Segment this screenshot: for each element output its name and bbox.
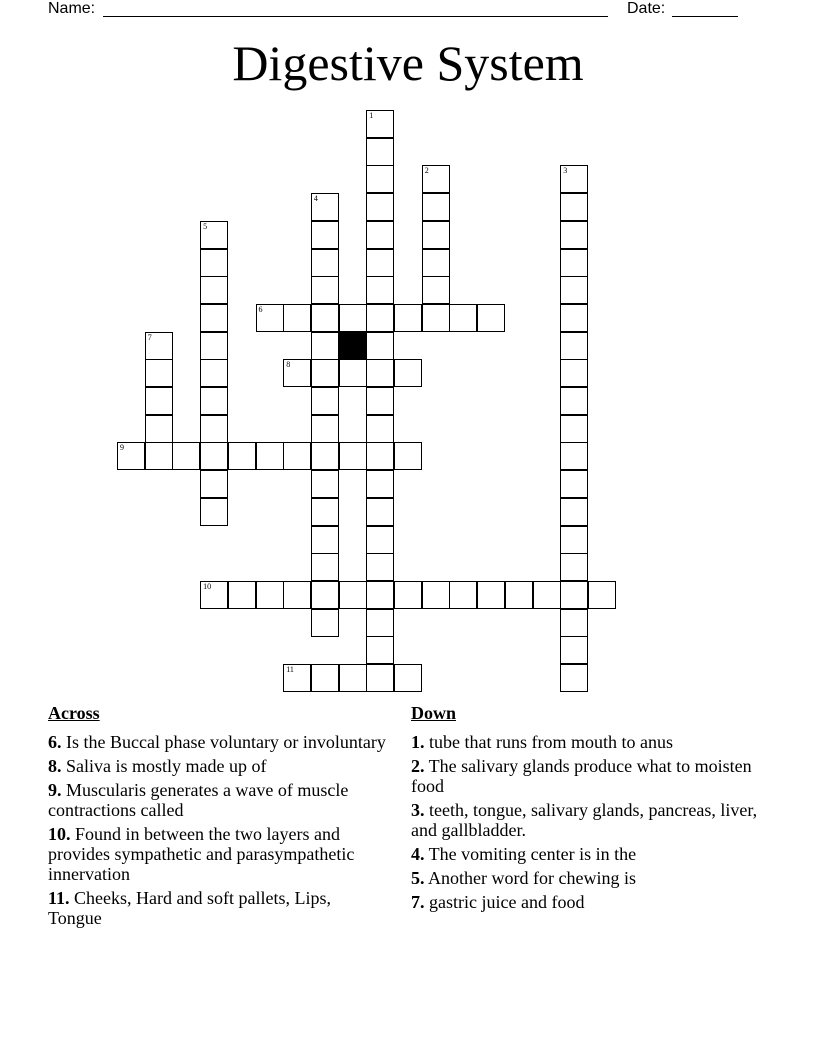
crossword-cell[interactable] — [200, 332, 228, 360]
crossword-cell[interactable] — [311, 249, 339, 277]
crossword-cell[interactable] — [283, 304, 311, 332]
crossword-cell[interactable] — [311, 498, 339, 526]
across-clue — [48, 824, 388, 884]
across-clue-list — [48, 732, 388, 928]
crossword-block — [339, 332, 367, 360]
crossword-cell[interactable] — [366, 138, 394, 166]
crossword-cell[interactable] — [422, 304, 450, 332]
crossword-cell[interactable] — [394, 442, 422, 470]
crossword-cell[interactable] — [366, 193, 394, 221]
crossword-cell[interactable] — [200, 498, 228, 526]
crossword-cell[interactable] — [366, 442, 394, 470]
crossword-cell[interactable] — [366, 276, 394, 304]
crossword-cell[interactable] — [422, 165, 450, 193]
crossword-cell[interactable] — [311, 664, 339, 692]
date-label: Date: — [627, 0, 666, 17]
crossword-cell[interactable] — [560, 304, 588, 332]
crossword-cell[interactable] — [311, 553, 339, 581]
crossword-cell[interactable] — [339, 581, 367, 609]
clue-text: tube that runs from mouth to anus — [424, 732, 673, 752]
crossword-cell[interactable] — [560, 387, 588, 415]
crossword-cell[interactable] — [366, 332, 394, 360]
crossword-cell[interactable] — [311, 221, 339, 249]
crossword-cell[interactable] — [394, 359, 422, 387]
down-clue — [411, 800, 761, 840]
crossword-cell[interactable] — [339, 442, 367, 470]
crossword-cell[interactable] — [311, 581, 339, 609]
across-clue — [48, 732, 388, 752]
clue-text: Saliva is mostly made up of — [61, 756, 267, 776]
crossword-cell[interactable] — [200, 470, 228, 498]
crossword-cell[interactable] — [560, 332, 588, 360]
crossword-cell[interactable] — [366, 664, 394, 692]
clue-number: 1 — [369, 111, 374, 120]
clue-text: The salivary glands produce what to moisten food — [411, 756, 752, 796]
crossword-cell[interactable] — [366, 165, 394, 193]
crossword-cell[interactable] — [145, 415, 173, 443]
crossword-cell[interactable] — [311, 332, 339, 360]
crossword-cell[interactable] — [311, 193, 339, 221]
crossword-cell[interactable] — [366, 387, 394, 415]
crossword-cell[interactable] — [339, 359, 367, 387]
clue-text: Muscularis generates a wave of muscle contractions called — [48, 780, 349, 820]
clue-number: 5. — [411, 868, 425, 888]
clue-number: 10 — [203, 581, 212, 591]
crossword-cell[interactable] — [366, 609, 394, 637]
crossword-cell[interactable] — [339, 664, 367, 692]
crossword-cell[interactable] — [366, 221, 394, 249]
down-clue — [411, 844, 761, 864]
clue-number: 8. — [48, 756, 62, 776]
clue-number: 5 — [203, 221, 208, 231]
crossword-cell[interactable] — [366, 581, 394, 609]
crossword-cell[interactable] — [339, 304, 367, 332]
crossword-cell[interactable] — [394, 664, 422, 692]
crossword-cell[interactable] — [145, 387, 173, 415]
across-clue — [48, 888, 388, 928]
clue-number: 6 — [258, 304, 263, 314]
clue-number: 7. — [411, 892, 425, 912]
crossword-cell[interactable] — [366, 249, 394, 277]
across-clues — [48, 702, 388, 932]
across-clue — [48, 756, 388, 776]
crossword-cell[interactable] — [560, 526, 588, 554]
crossword-cell[interactable] — [422, 581, 450, 609]
clue-text: teeth, tongue, salivary glands, pancreas, liver, and gallbladder. — [411, 800, 758, 840]
crossword-cell[interactable] — [283, 442, 311, 470]
crossword-cell[interactable] — [256, 304, 284, 332]
crossword-cell[interactable] — [533, 581, 561, 609]
crossword-cell[interactable] — [200, 276, 228, 304]
down-clue — [411, 868, 761, 888]
down-clue — [411, 892, 761, 912]
crossword-cell[interactable] — [560, 165, 588, 193]
clue-number: 6. — [48, 732, 62, 752]
crossword-cell[interactable] — [366, 110, 394, 138]
crossword-cell[interactable] — [200, 387, 228, 415]
crossword-cell[interactable] — [311, 387, 339, 415]
down-heading: Down — [411, 703, 457, 723]
crossword-cell[interactable] — [311, 415, 339, 443]
down-clues — [411, 702, 761, 916]
crossword-cell[interactable] — [311, 276, 339, 304]
clue-number: 8 — [286, 360, 291, 370]
crossword-cell[interactable] — [560, 581, 588, 609]
page-title: Digestive System — [232, 35, 584, 91]
down-clue — [411, 732, 761, 752]
crossword-cell[interactable] — [588, 581, 616, 609]
date-field[interactable] — [672, 0, 738, 17]
crossword-cell[interactable] — [422, 249, 450, 277]
crossword-cell[interactable] — [422, 193, 450, 221]
crossword-cell[interactable] — [366, 415, 394, 443]
crossword-cell[interactable] — [560, 193, 588, 221]
header — [48, 0, 748, 20]
clue-number: 7 — [147, 332, 152, 342]
crossword-cell[interactable] — [366, 470, 394, 498]
crossword-cell[interactable] — [283, 581, 311, 609]
crossword-cell[interactable] — [560, 609, 588, 637]
crossword-cell[interactable] — [311, 609, 339, 637]
crossword-cell[interactable] — [449, 304, 477, 332]
name-field[interactable] — [103, 0, 608, 17]
crossword-cell[interactable] — [200, 415, 228, 443]
crossword-cell[interactable] — [200, 581, 228, 609]
across-heading: Across — [48, 703, 100, 723]
crossword-cell[interactable] — [560, 415, 588, 443]
clue-number: 4. — [411, 844, 425, 864]
crossword-cell[interactable] — [200, 249, 228, 277]
clue-number: 9. — [48, 780, 62, 800]
crossword-cell[interactable] — [366, 553, 394, 581]
crossword-cell[interactable] — [560, 470, 588, 498]
clue-number: 1. — [411, 732, 425, 752]
crossword-cell[interactable] — [366, 498, 394, 526]
crossword-cell[interactable] — [256, 442, 284, 470]
crossword-cell[interactable] — [283, 359, 311, 387]
crossword-cell[interactable] — [560, 498, 588, 526]
crossword-cell[interactable] — [228, 442, 256, 470]
crossword-cell[interactable] — [422, 276, 450, 304]
clue-text: Found in between the two layers and provides sympathetic and parasympathetic innervation — [48, 824, 355, 884]
crossword-cell[interactable] — [311, 359, 339, 387]
crossword-cell[interactable] — [560, 636, 588, 664]
crossword-cell[interactable] — [311, 526, 339, 554]
crossword-cell[interactable] — [422, 221, 450, 249]
crossword-cell[interactable] — [560, 664, 588, 692]
crossword-cell[interactable] — [200, 359, 228, 387]
crossword-cell[interactable] — [560, 359, 588, 387]
clue-text: The vomiting center is in the — [424, 844, 637, 864]
crossword-cell[interactable] — [311, 470, 339, 498]
clue-text: Is the Buccal phase voluntary or involuntary — [61, 732, 386, 752]
down-clue — [411, 756, 761, 796]
crossword-cell[interactable] — [256, 581, 284, 609]
crossword-cell[interactable] — [145, 332, 173, 360]
clue-text: Cheeks, Hard and soft pallets, Lips, Tongue — [48, 888, 331, 928]
crossword-cell[interactable] — [560, 442, 588, 470]
crossword-cell[interactable] — [172, 442, 200, 470]
clue-number: 9 — [120, 443, 124, 453]
clue-number: 10. — [48, 824, 71, 844]
clue-number: 2. — [411, 756, 425, 776]
crossword-cell[interactable] — [366, 304, 394, 332]
crossword-cell[interactable] — [560, 276, 588, 304]
crossword-cell[interactable] — [228, 581, 256, 609]
crossword-cell[interactable] — [311, 304, 339, 332]
crossword-cell[interactable] — [394, 304, 422, 332]
crossword-cell[interactable] — [311, 442, 339, 470]
crossword-cell[interactable] — [145, 442, 173, 470]
crossword-cell[interactable] — [449, 581, 477, 609]
crossword-cell[interactable] — [283, 664, 311, 692]
down-clue-list — [411, 732, 761, 912]
crossword-cell[interactable] — [394, 581, 422, 609]
clue-text: gastric juice and food — [424, 892, 585, 912]
clue-number: 3. — [411, 800, 425, 820]
clue-text: Another word for chewing is — [424, 868, 636, 888]
crossword-cell[interactable] — [366, 359, 394, 387]
crossword-cell[interactable] — [477, 304, 505, 332]
across-clue — [48, 780, 388, 820]
clue-number: 3 — [563, 166, 568, 176]
crossword-cell[interactable] — [560, 553, 588, 581]
crossword-cell[interactable] — [560, 249, 588, 277]
crossword-cell[interactable] — [200, 221, 228, 249]
crossword-cell[interactable] — [200, 304, 228, 332]
clue-number: 11 — [286, 665, 294, 674]
crossword-cell[interactable] — [505, 581, 533, 609]
clue-number: 4 — [313, 194, 318, 204]
clue-number: 11. — [48, 888, 70, 908]
crossword-cell[interactable] — [366, 526, 394, 554]
crossword-cell[interactable] — [477, 581, 505, 609]
crossword-cell[interactable] — [560, 221, 588, 249]
clue-number: 2 — [424, 166, 429, 176]
crossword-cell[interactable] — [117, 442, 145, 470]
crossword-cell[interactable] — [200, 442, 228, 470]
name-label: Name: — [48, 0, 96, 17]
crossword-cell[interactable] — [366, 636, 394, 664]
crossword-cell[interactable] — [145, 359, 173, 387]
